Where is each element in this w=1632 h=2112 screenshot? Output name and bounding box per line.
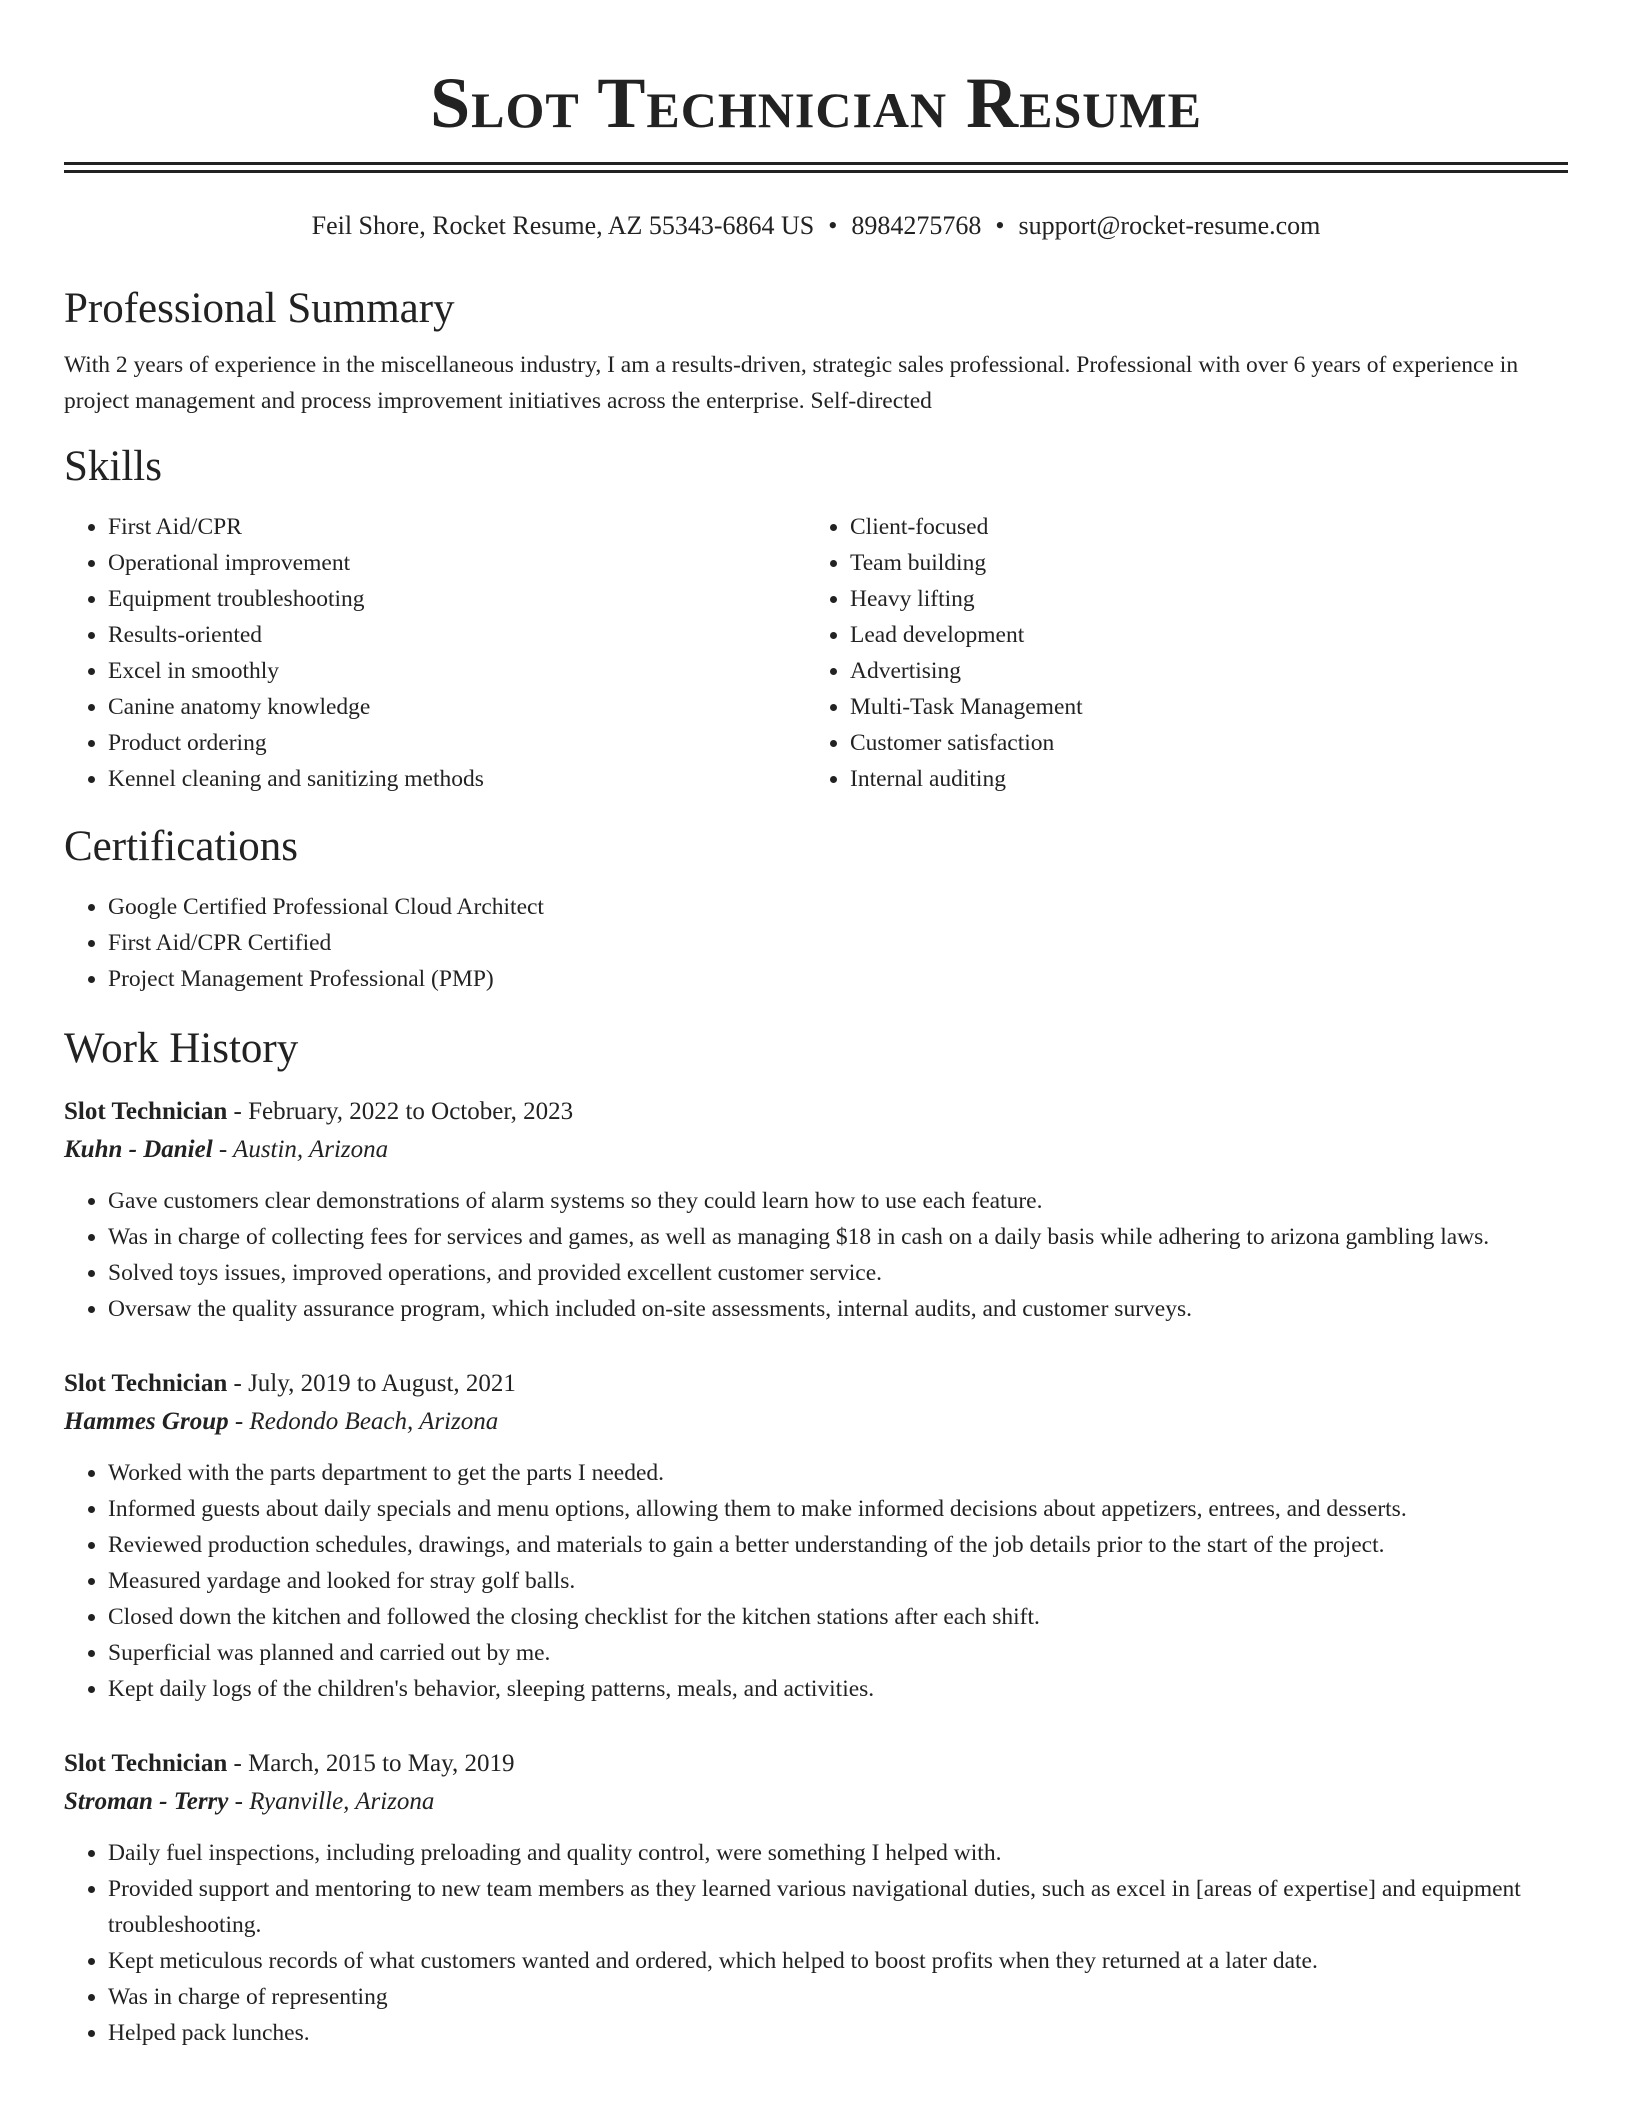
- certification-item: • First Aid/CPR Certified: [108, 925, 1568, 961]
- skill-item: • Results-oriented: [108, 617, 806, 653]
- title-divider: [64, 162, 1568, 173]
- job-bullet: • Solved toys issues, improved operations, and provided excellent customer service.: [108, 1255, 1568, 1291]
- job-company: Hammes Group: [64, 1408, 229, 1435]
- skill-item: • Kennel cleaning and sanitizing methods: [108, 761, 806, 797]
- job-role: Slot Technician: [64, 1750, 228, 1777]
- skill-item: • Customer satisfaction: [850, 725, 1548, 761]
- job-bullet: • Kept meticulous records of what customers wanted and ordered, which helped to boost profits when they returned at a later date.: [108, 1943, 1568, 1979]
- skill-item: • Internal auditing: [850, 761, 1548, 797]
- job-title-line: [64, 1745, 1568, 1783]
- summary-heading: Professional Summary: [64, 285, 455, 332]
- job-dates: - February, 2022 to October, 2023: [227, 1098, 574, 1125]
- skills-list-right: [806, 509, 1548, 797]
- job-role: Slot Technician: [64, 1098, 228, 1125]
- contact-phone: 8984275768: [851, 211, 982, 240]
- contact-email: support@rocket-resume.com: [1018, 211, 1321, 240]
- job-bullets: [64, 1835, 1568, 2051]
- job-bullet: • Provided support and mentoring to new team members as they learned various navigational duties, such as excel in [areas of expertise] and equipment troubleshooting.: [108, 1871, 1568, 1943]
- job-bullets: [64, 1183, 1568, 1327]
- skills-section: [64, 441, 1568, 797]
- skill-item: • Heavy lifting: [850, 581, 1548, 617]
- skills-column-left: [64, 509, 806, 797]
- resume-title: Slot Technician Resume: [430, 63, 1202, 143]
- job-bullet: • Closed down the kitchen and followed the closing checklist for the kitchen stations after each shift.: [108, 1599, 1568, 1635]
- skill-item: • Excel in smoothly: [108, 653, 806, 689]
- job-bullet: • Gave customers clear demonstrations of alarm systems so they could learn how to use each feature.: [108, 1183, 1568, 1219]
- job-bullet: • Was in charge of representing: [108, 1979, 1568, 2015]
- job-company-line: [64, 1131, 1568, 1169]
- skill-item: • Equipment troubleshooting: [108, 581, 806, 617]
- work-history-section: [64, 1023, 1568, 2051]
- job-company: Stroman - Terry: [64, 1788, 229, 1815]
- job-bullet: • Informed guests about daily specials and menu options, allowing them to make informed decisions about appetizers, entrees, and desserts.: [108, 1491, 1568, 1527]
- skill-item: • First Aid/CPR: [108, 509, 806, 545]
- skill-item: • Lead development: [850, 617, 1548, 653]
- job-entry: [64, 1365, 1568, 1707]
- skills-heading: Skills: [64, 443, 162, 490]
- job-dates: - July, 2019 to August, 2021: [227, 1370, 516, 1397]
- summary-text: With 2 years of experience in the miscellaneous industry, I am a results-driven, strategic sales professional. Professional with over 6 years of experience in project management and process improvement initiatives across the enterprise. Self-directed: [64, 352, 1519, 414]
- job-bullet: • Reviewed production schedules, drawings, and materials to gain a better understanding of the job details prior to the start of the project.: [108, 1527, 1568, 1563]
- summary-section: [64, 283, 1568, 419]
- certifications-section: [64, 821, 1568, 997]
- job-bullets: [64, 1455, 1568, 1707]
- certification-item: • Project Management Professional (PMP): [108, 961, 1568, 997]
- skills-grid: [64, 509, 1568, 797]
- job-company-line: [64, 1783, 1568, 1821]
- job-bullet: • Helped pack lunches.: [108, 2015, 1568, 2051]
- skill-item: • Advertising: [850, 653, 1548, 689]
- skills-list-left: [64, 509, 806, 797]
- job-bullet: • Measured yardage and looked for stray golf balls.: [108, 1563, 1568, 1599]
- job-title-line: [64, 1365, 1568, 1403]
- contact-separator: •: [828, 211, 838, 240]
- job-company: Kuhn - Daniel: [64, 1136, 213, 1163]
- skills-column-right: [806, 509, 1548, 797]
- job-entry: [64, 1093, 1568, 1327]
- job-bullet: • Kept daily logs of the children's behavior, sleeping patterns, meals, and activities.: [108, 1671, 1568, 1707]
- certification-item: • Google Certified Professional Cloud Architect: [108, 889, 1568, 925]
- skill-item: • Multi-Task Management: [850, 689, 1548, 725]
- job-location: - Austin, Arizona: [212, 1136, 389, 1163]
- contact-line: [64, 209, 1568, 243]
- job-bullet: • Oversaw the quality assurance program, which included on-site assessments, internal audits, and customer surveys.: [108, 1291, 1568, 1327]
- job-location: - Redondo Beach, Arizona: [228, 1408, 499, 1435]
- job-bullet: • Worked with the parts department to get the parts I needed.: [108, 1455, 1568, 1491]
- job-dates: - March, 2015 to May, 2019: [227, 1750, 515, 1777]
- job-title-line: [64, 1093, 1568, 1131]
- skill-item: • Canine anatomy knowledge: [108, 689, 806, 725]
- job-bullet: • Superficial was planned and carried out by me.: [108, 1635, 1568, 1671]
- skill-item: • Operational improvement: [108, 545, 806, 581]
- skill-item: • Product ordering: [108, 725, 806, 761]
- certifications-list: [64, 889, 1568, 997]
- job-company-line: [64, 1403, 1568, 1441]
- job-bullet: • Was in charge of collecting fees for services and games, as well as managing $18 in cash on a daily basis while adhering to arizona gambling laws.: [108, 1219, 1568, 1255]
- job-bullet: • Daily fuel inspections, including preloading and quality control, were something I helped with.: [108, 1835, 1568, 1871]
- skill-item: • Team building: [850, 545, 1548, 581]
- contact-separator: •: [995, 211, 1005, 240]
- certifications-heading: Certifications: [64, 823, 299, 870]
- work-history-heading: Work History: [64, 1025, 299, 1072]
- job-entry: [64, 1745, 1568, 2051]
- job-role: Slot Technician: [64, 1370, 228, 1397]
- job-location: - Ryanville, Arizona: [228, 1788, 435, 1815]
- contact-address: Feil Shore, Rocket Resume, AZ 55343-6864 US: [311, 211, 815, 240]
- skill-item: • Client-focused: [850, 509, 1548, 545]
